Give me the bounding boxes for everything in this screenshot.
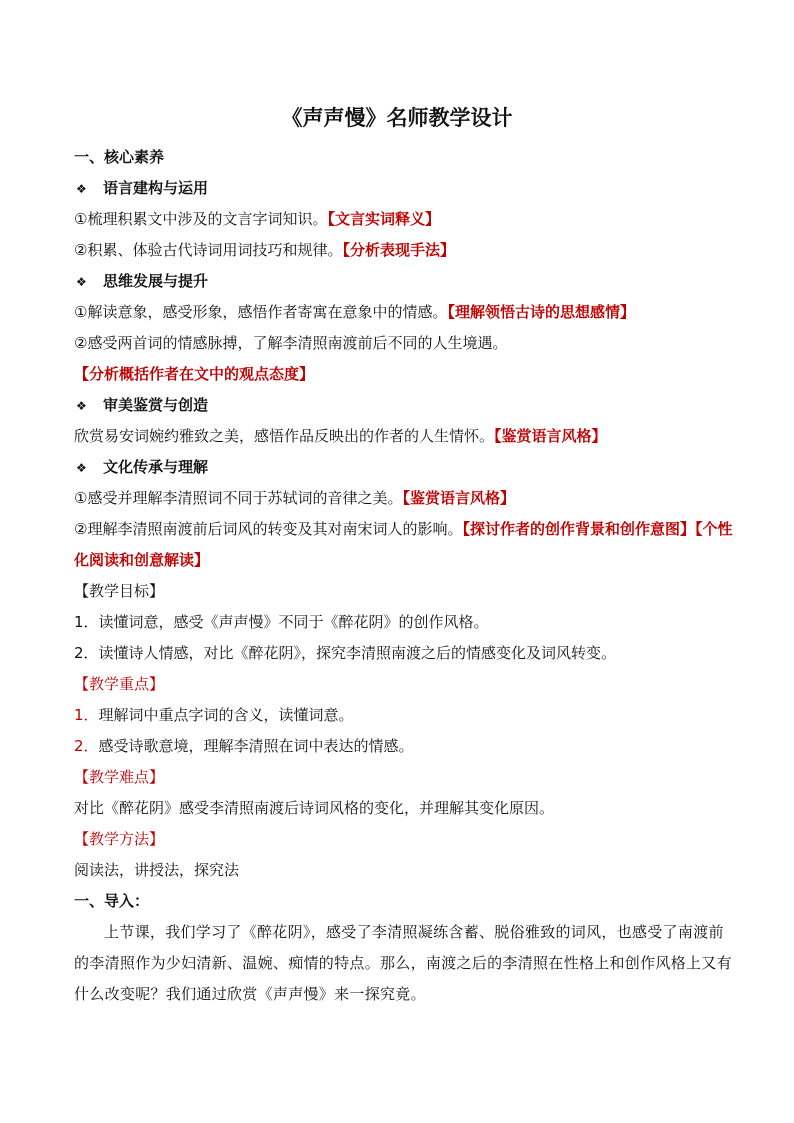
skill-tag: 【分析概括作者在文中的观点态度】 [74, 365, 315, 383]
skill-tag: 【分析表现手法】 [342, 241, 455, 259]
literacy-text: ①感受并理解李清照词不同于苏轼词的音律之美。 [74, 489, 403, 507]
literacy-line [74, 483, 734, 514]
literacy-line [74, 328, 734, 390]
literacy-line [74, 514, 734, 576]
key-point-text: 感受诗歌意境，理解李清照在词中表达的情感。 [98, 737, 414, 755]
goal-item: 1．读懂词意，感受《声声慢》不同于《醉花阴》的创作风格。 [74, 613, 489, 631]
methods-heading: 【教学方法】 [74, 830, 165, 848]
literacy-line [74, 235, 734, 266]
literacy-line [74, 421, 734, 452]
difficulty-heading: 【教学难点】 [74, 768, 165, 786]
section-heading-core-literacy: 一、核心素养 [74, 148, 165, 166]
difficulty-text: 对比《醉花阴》感受李清照南渡后诗词风格的变化，并理解其变化原因。 [74, 799, 555, 817]
key-point-item [74, 731, 734, 762]
subsection-label: 语言建构与运用 [103, 179, 209, 197]
subsection-label: 文化传承与理解 [103, 458, 209, 476]
diamond-bullet-icon: ❖ [76, 399, 87, 413]
diamond-bullet-icon: ❖ [76, 275, 87, 289]
literacy-text: 欣赏易安词婉约雅致之美，感悟作品反映出的作者的人生情怀。 [74, 427, 495, 445]
literacy-line [74, 204, 734, 235]
literacy-text: ②感受两首词的情感脉搏，了解李清照南渡前后不同的人生境遇。 [74, 334, 508, 352]
literacy-line [74, 297, 734, 328]
subsection-label: 审美鉴赏与创造 [103, 396, 209, 414]
diamond-bullet-icon: ❖ [76, 461, 87, 475]
document-body [74, 142, 734, 1010]
skill-tag: 【个性化阅读和创意解读】 [74, 520, 733, 569]
methods-text: 阅读法，讲授法，探究法 [74, 861, 240, 879]
key-point-item [74, 700, 734, 731]
goals-heading: 【教学目标】 [74, 582, 165, 600]
subsection-aesthetics [74, 390, 734, 421]
skill-tag: 【理解领悟古诗的思想感情】 [447, 303, 635, 321]
literacy-text: ②理解李清照南渡前后词风的转变及其对南宋词人的影响。 [74, 520, 463, 538]
skill-tag: 【探讨作者的创作背景和创作意图】 [462, 520, 695, 538]
key-point-number: 1． [74, 706, 99, 724]
document-title: 《声声慢》名师教学设计 [281, 106, 513, 130]
literacy-text: ①梳理积累文中涉及的文言字词知识。 [74, 210, 328, 228]
skill-tag: 【文言实词释义】 [327, 210, 440, 228]
goal-item: 2．读懂诗人情感，对比《醉花阴》，探究李清照南渡之后的情感变化及词风转变。 [74, 644, 617, 662]
intro-paragraph: 上节课，我们学习了《醉花阴》，感受了李清照凝练含蓄、脱俗雅致的词风，也感受了南渡前的李清照作为少妇清新、温婉、痴情的特点。那么，南渡之后的李清照在性格上和创作风格上又有什么改变呢？我们通过欣赏《声声慢》来一探究竟。 [74, 923, 732, 1003]
literacy-text: ①解读意象，感受形象，感悟作者寄寓在意象中的情感。 [74, 303, 448, 321]
subsection-culture [74, 452, 734, 483]
subsection-thinking [74, 266, 734, 297]
key-point-number: 2． [74, 737, 99, 755]
subsection-label: 思维发展与提升 [103, 272, 209, 290]
intro-heading: 一、导入： [74, 892, 150, 910]
key-point-text: 理解词中重点字词的含义，读懂词意。 [98, 706, 354, 724]
literacy-text: ②积累、体验古代诗词用词技巧和规律。 [74, 241, 343, 259]
subsection-language [74, 173, 734, 204]
skill-tag: 【鉴赏语言风格】 [402, 489, 515, 507]
key-points-heading: 【教学重点】 [74, 675, 165, 693]
skill-tag: 【鉴赏语言风格】 [494, 427, 607, 445]
diamond-bullet-icon: ❖ [76, 182, 87, 196]
